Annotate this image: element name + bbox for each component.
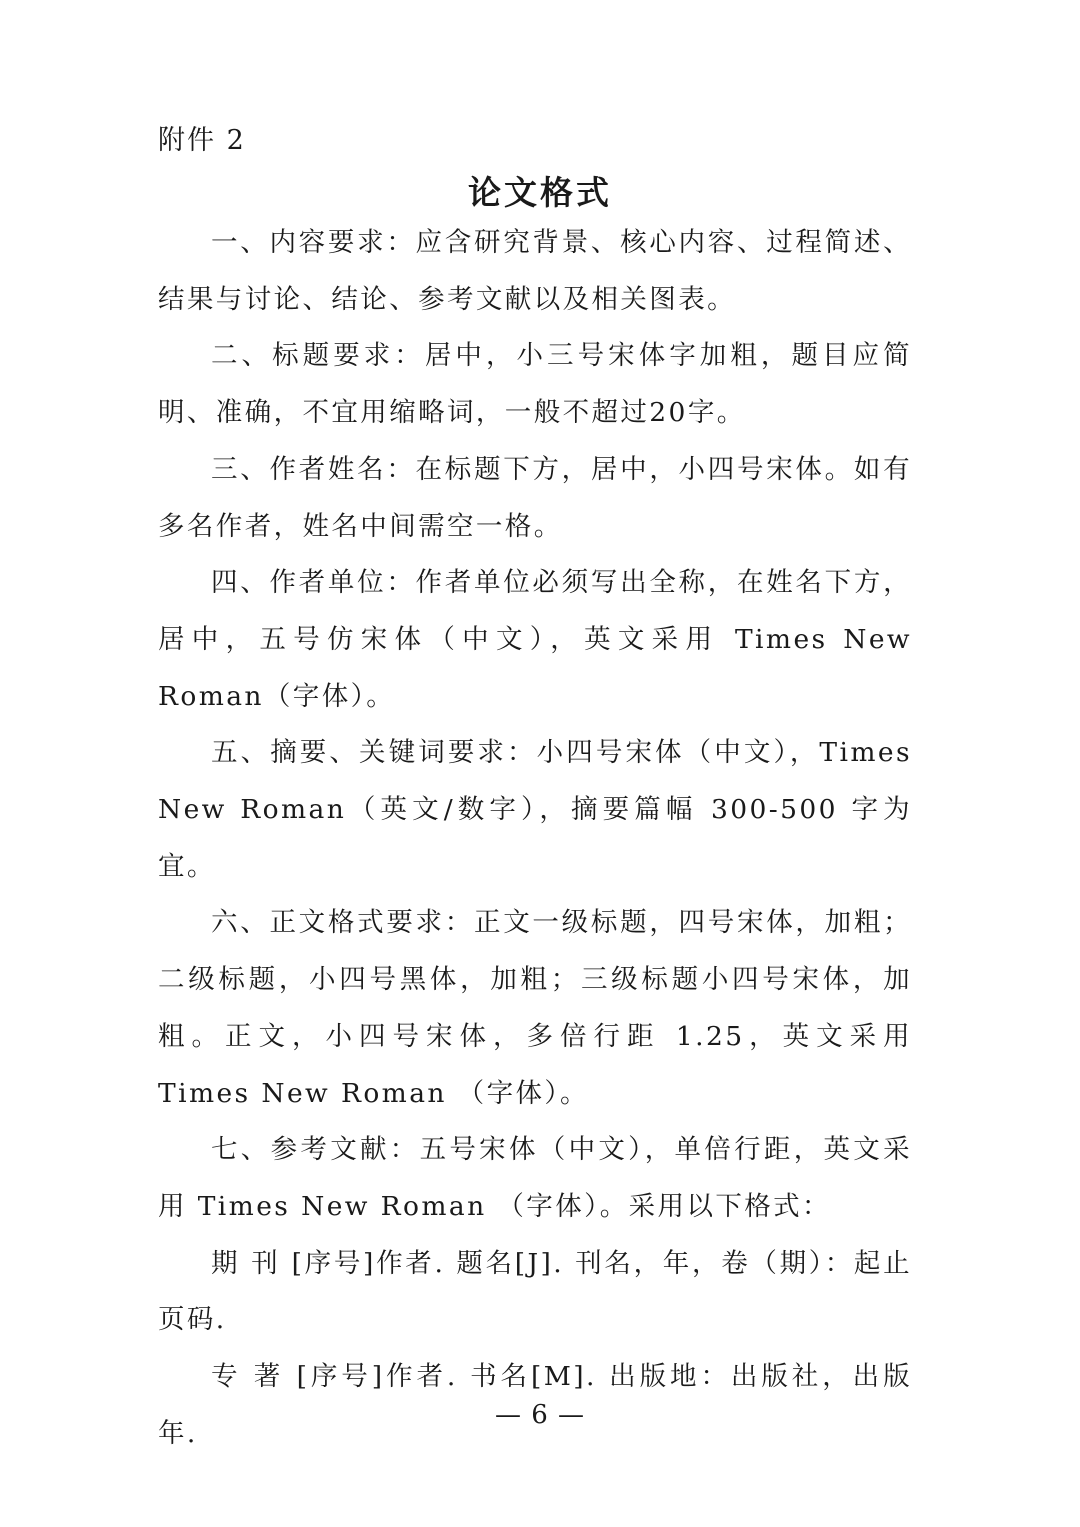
paragraph-reference-monograph: 专 著 [序号]作者. 书名[M]. 出版地：出版社，出版年. [158,1361,912,1449]
paragraph-title-requirements: 二、标题要求：居中，小三号宋体字加粗，题目应简明、准确，不宜用缩略词，一般不超过20字。 [158,340,912,429]
paragraph-author-name: 三、作者姓名：在标题下方，居中，小四号宋体。如有多名作者，姓名中间需空一格。 [158,453,912,542]
paragraph-abstract-keywords: 五、摘要、关键词要求：小四号宋体（中文），Times New Roman（英文/数字），摘要篇幅 300-500 字为宜。 [158,737,912,882]
attachment-label: 附件 2 [158,125,246,156]
paragraph-reference-journal: 期 刊 [序号]作者. 题名[J]. 刊名，年，卷（期）：起止页码. [158,1247,912,1336]
page-number: — 6 — [494,1400,586,1430]
paragraph-content-requirements: 一、内容要求：应含研究背景、核心内容、过程简述、结果与讨论、结论、参考文献以及相关图表。 [158,227,912,315]
paragraph-author-affiliation: 四、作者单位：作者单位必须写出全称，在姓名下方，居中，五号仿宋体（中文），英文采用 Times New Roman（字体）。 [158,567,912,712]
document-body [158,215,912,1462]
paragraph-references: 七、参考文献：五号宋体（中文），单倍行距，英文采用 Times New Roman （字体）。采用以下格式： [158,1134,912,1222]
paragraph-body-format: 六、正文格式要求：正文一级标题，四号宋体，加粗；二级标题，小四号黑体，加粗；三级标题小四号宋体，加粗。正文，小四号宋体，多倍行距 1.25，英文采用 Times New Roman （字体）。 [158,907,912,1109]
document-title: 论文格式 [468,173,612,212]
